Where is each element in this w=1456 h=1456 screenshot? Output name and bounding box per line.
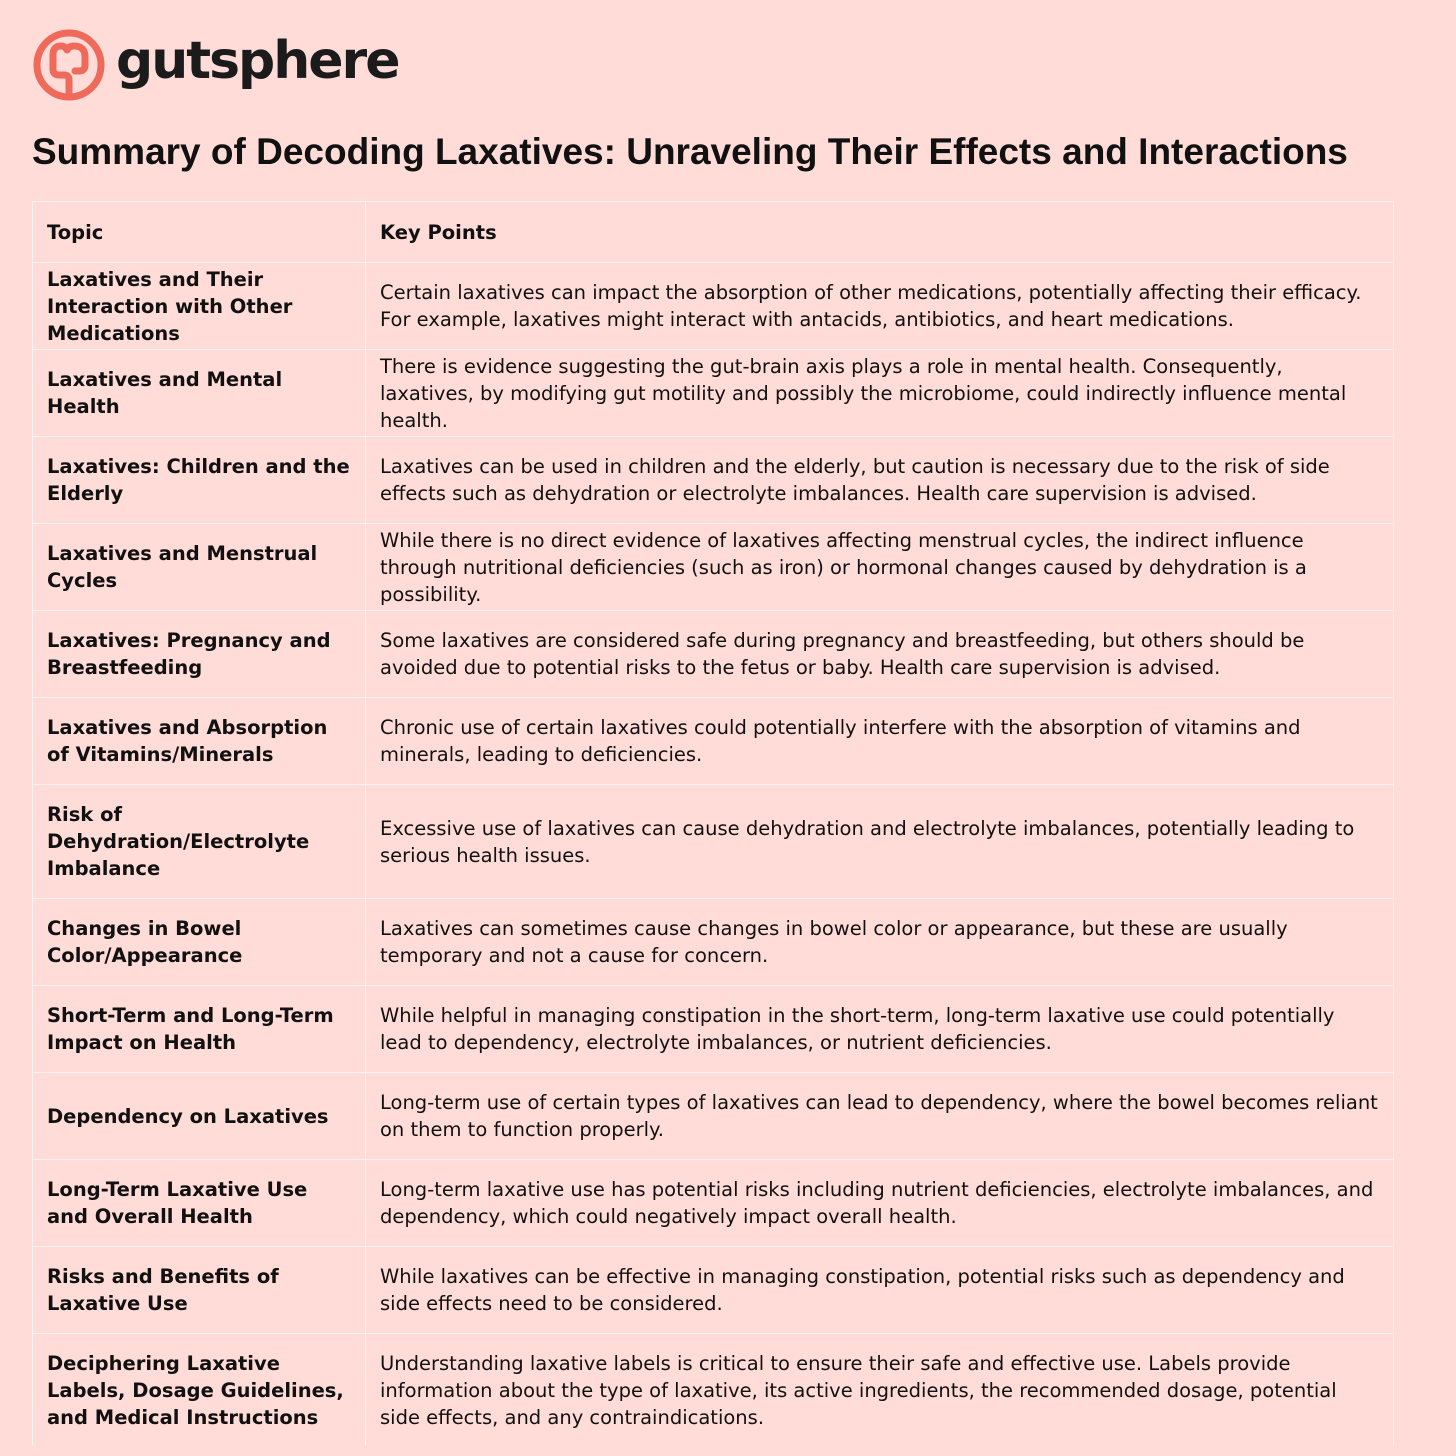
key-points-cell: There is evidence suggesting the gut-brain axis plays a role in mental health. Consequently, laxatives, by modifying gut motility and possibly the microbiome, could indirectly influence mental health. <box>366 350 1394 437</box>
key-points-cell: While there is no direct evidence of laxatives affecting menstrual cycles, the indirect influence through nutritional deficiencies (such as iron) or hormonal changes caused by dehydration is a possibility. <box>366 524 1394 611</box>
topic-cell: Dependency on Laxatives <box>33 1073 366 1160</box>
key-points-cell: Some laxatives are considered safe during pregnancy and breastfeeding, but others should be avoided due to potential risks to the fetus or baby. Health care supervision is advised. <box>366 611 1394 698</box>
summary-table <box>32 201 1394 1446</box>
topic-cell: Laxatives and Absorption of Vitamins/Minerals <box>33 698 366 785</box>
topic-cell: Risks and Benefits of Laxative Use <box>33 1247 366 1334</box>
table-row <box>33 1247 1394 1334</box>
table-row <box>33 437 1394 524</box>
page-title: Summary of Decoding Laxatives: Unraveling Their Effects and Interactions <box>32 131 1348 172</box>
topic-cell: Risk of Dehydration/Electrolyte Imbalance <box>33 785 366 899</box>
key-points-cell: Chronic use of certain laxatives could potentially interfere with the absorption of vitamins and minerals, leading to deficiencies. <box>366 698 1394 785</box>
table-header-row <box>33 202 1394 263</box>
table-row <box>33 524 1394 611</box>
intestine-logo-icon <box>32 28 106 102</box>
column-header-topic: Topic <box>33 202 366 263</box>
topic-cell: Short-Term and Long-Term Impact on Health <box>33 986 366 1073</box>
key-points-cell: While helpful in managing constipation in the short-term, long-term laxative use could potentially lead to dependency, electrolyte imbalances, or nutrient deficiencies. <box>366 986 1394 1073</box>
topic-cell: Laxatives: Children and the Elderly <box>33 437 366 524</box>
topic-cell: Laxatives and Mental Health <box>33 350 366 437</box>
table-row <box>33 611 1394 698</box>
key-points-cell: Laxatives can be used in children and the elderly, but caution is necessary due to the risk of side effects such as dehydration or electrolyte imbalances. Health care supervision is advised. <box>366 437 1394 524</box>
topic-cell: Laxatives and Menstrual Cycles <box>33 524 366 611</box>
key-points-cell: Long-term use of certain types of laxatives can lead to dependency, where the bowel becomes reliant on them to function properly. <box>366 1073 1394 1160</box>
table-row <box>33 899 1394 986</box>
key-points-cell: Long-term laxative use has potential risks including nutrient deficiencies, electrolyte imbalances, and dependency, which could negatively impact overall health. <box>366 1160 1394 1247</box>
table-row <box>33 698 1394 785</box>
brand-name: gutsphere <box>116 31 399 91</box>
table-row <box>33 1160 1394 1247</box>
table-row <box>33 986 1394 1073</box>
brand-header <box>32 28 398 102</box>
key-points-cell: Understanding laxative labels is critical to ensure their safe and effective use. Labels provide information about the type of laxative, its active ingredients, the recommended dosage, potential side effects, and any contraindications. <box>366 1334 1394 1447</box>
table-row <box>33 1073 1394 1160</box>
table-row <box>33 350 1394 437</box>
table-row <box>33 263 1394 350</box>
key-points-cell: While laxatives can be effective in managing constipation, potential risks such as dependency and side effects need to be considered. <box>366 1247 1394 1334</box>
topic-cell: Laxatives: Pregnancy and Breastfeeding <box>33 611 366 698</box>
topic-cell: Laxatives and Their Interaction with Other Medications <box>33 263 366 350</box>
topic-cell: Long-Term Laxative Use and Overall Health <box>33 1160 366 1247</box>
topic-cell: Deciphering Laxative Labels, Dosage Guidelines, and Medical Instructions <box>33 1334 366 1447</box>
topic-cell: Changes in Bowel Color/Appearance <box>33 899 366 986</box>
column-header-key-points: Key Points <box>366 202 1394 263</box>
table-row <box>33 1334 1394 1447</box>
table-row <box>33 785 1394 899</box>
key-points-cell: Certain laxatives can impact the absorption of other medications, potentially affecting their efficacy. For example, laxatives might interact with antacids, antibiotics, and heart medications. <box>366 263 1394 350</box>
key-points-cell: Excessive use of laxatives can cause dehydration and electrolyte imbalances, potentially leading to serious health issues. <box>366 785 1394 899</box>
key-points-cell: Laxatives can sometimes cause changes in bowel color or appearance, but these are usually temporary and not a cause for concern. <box>366 899 1394 986</box>
